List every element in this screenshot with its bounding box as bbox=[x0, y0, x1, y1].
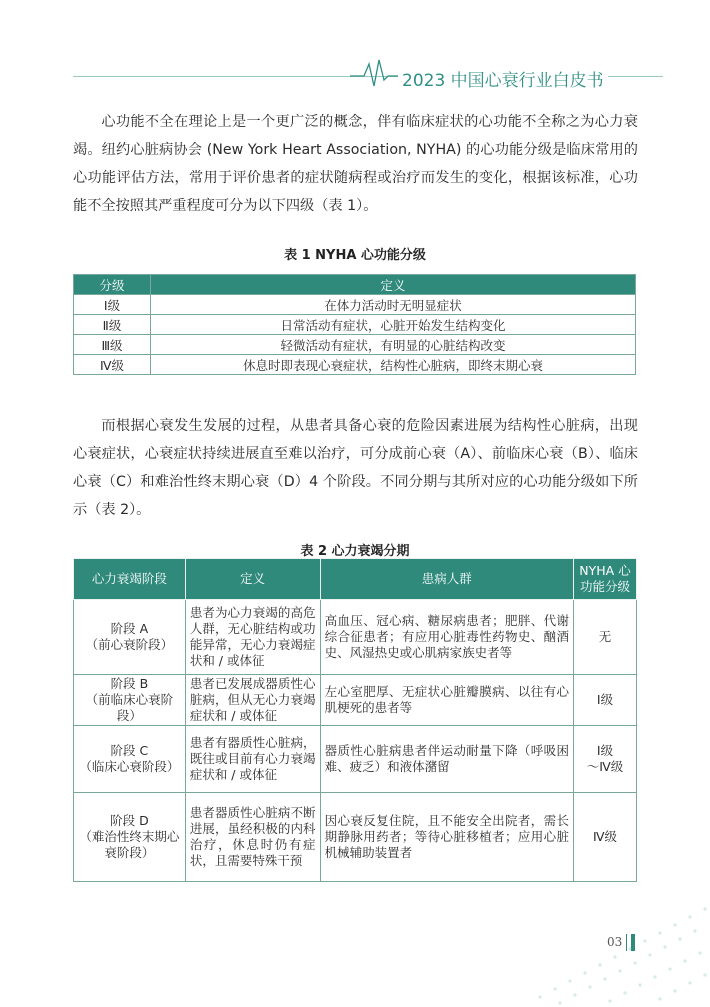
page-number: 03 bbox=[607, 935, 623, 949]
header-title: 2023 中国心衰行业白皮书 bbox=[398, 66, 608, 91]
grade-cell: Ⅳ级 bbox=[74, 355, 151, 375]
definition-cell: 患者为心力衰竭的高危人群，无心脏结构或功能异常，无心力衰竭症状和 / 或体征 bbox=[185, 600, 320, 675]
page-number-divider bbox=[626, 934, 627, 951]
population-cell: 因心衰反复住院，且不能安全出院者，需长期静脉用药者；等待心脏移植者；应用心脏机械辅助装置者 bbox=[320, 793, 573, 882]
nyha-cell: Ⅰ级 ～Ⅳ级 bbox=[574, 726, 637, 793]
intro-paragraph: 心功能不全在理论上是一个更广泛的概念，伴有临床症状的心功能不全称之为心力衰竭。纽约心脏病协会 (New York Heart Association, NYHA) 的心功能分级是临床常用的心功能评估方法，常用于评价患者的症状随病程或治疗而发生的变化，根据该标准，心功能不全按照其严重程度可分为以下四级（表 1）。 bbox=[73, 114, 638, 214]
nyha-cell: Ⅰ级 bbox=[574, 675, 637, 726]
table-row bbox=[74, 335, 636, 355]
table-row bbox=[74, 675, 637, 726]
population-cell: 器质性心脏病患者伴运动耐量下降（呼吸困难、疲乏）和液体潴留 bbox=[320, 726, 573, 793]
column-header: 心力衰竭阶段 bbox=[74, 559, 186, 600]
column-header: NYHA 心功能分级 bbox=[574, 559, 637, 600]
table-row bbox=[74, 726, 637, 793]
column-header: 患病人群 bbox=[320, 559, 573, 600]
column-header: 定义 bbox=[185, 559, 320, 600]
definition-cell: 在体力活动时无明显症状 bbox=[151, 295, 636, 315]
nyha-cell: 无 bbox=[574, 600, 637, 675]
table-header-row bbox=[74, 559, 637, 600]
column-header: 定义 bbox=[151, 275, 636, 295]
nyha-cell: Ⅳ级 bbox=[574, 793, 637, 882]
definition-cell: 日常活动有症状，心脏开始发生结构变化 bbox=[151, 315, 636, 335]
population-cell: 高血压、冠心病、糖尿病患者；肥胖、代谢综合征患者；有应用心脏毒性药物史、酗酒史、风湿热史或心肌病家族史者等 bbox=[320, 600, 573, 675]
second-paragraph: 而根据心衰发生发展的过程，从患者具备心衰的危险因素进展为结构性心脏病，出现心衰症状，心衰症状持续进展直至难以治疗，可分成前心衰（A）、前临床心衰（B）、临床心衰（C）和难治性终末期心衰（D）4 个阶段。不同分期与其所对应的心功能分级如下所示（表 2）。 bbox=[73, 418, 638, 518]
decorative-dot-pattern bbox=[480, 807, 710, 1007]
nyha-table bbox=[73, 274, 636, 375]
stage-cell: 阶段 A （前心衰阶段） bbox=[74, 600, 186, 675]
stage-cell: 阶段 B （前临床心衰阶段） bbox=[74, 675, 186, 726]
stage-cell: 阶段 D （难治性终末期心衰阶段） bbox=[74, 793, 186, 882]
definition-cell: 休息时即表现心衰症状，结构性心脏病，即终末期心衰 bbox=[151, 355, 636, 375]
definition-cell: 轻微活动有症状，有明显的心脏结构改变 bbox=[151, 335, 636, 355]
table-row bbox=[74, 295, 636, 315]
table-row bbox=[74, 600, 637, 675]
grade-cell: Ⅲ级 bbox=[74, 335, 151, 355]
stage-cell: 阶段 C （临床心衰阶段） bbox=[74, 726, 186, 793]
grade-cell: Ⅰ级 bbox=[74, 295, 151, 315]
table-row bbox=[74, 315, 636, 335]
population-cell: 左心室肥厚、无症状心脏瓣膜病、以往有心肌梗死的患者等 bbox=[320, 675, 573, 726]
definition-cell: 患者器质性心脏病不断进展，虽经积极的内科治疗，休息时仍有症状，且需要特殊干预 bbox=[185, 793, 320, 882]
definition-cell: 患者有器质性心脏病，既往或目前有心力衰竭症状和 / 或体征 bbox=[185, 726, 320, 793]
table-row bbox=[74, 355, 636, 375]
grade-cell: Ⅱ级 bbox=[74, 315, 151, 335]
definition-cell: 患者已发展成器质性心脏病，但从无心力衰竭症状和 / 或体征 bbox=[185, 675, 320, 726]
table-header-row bbox=[74, 275, 636, 295]
table1-caption: 表 1 NYHA 心功能分级 bbox=[284, 248, 426, 263]
column-header: 分级 bbox=[74, 275, 151, 295]
page-number-bar bbox=[631, 934, 635, 951]
table2-caption: 表 2 心力衰竭分期 bbox=[300, 544, 410, 559]
